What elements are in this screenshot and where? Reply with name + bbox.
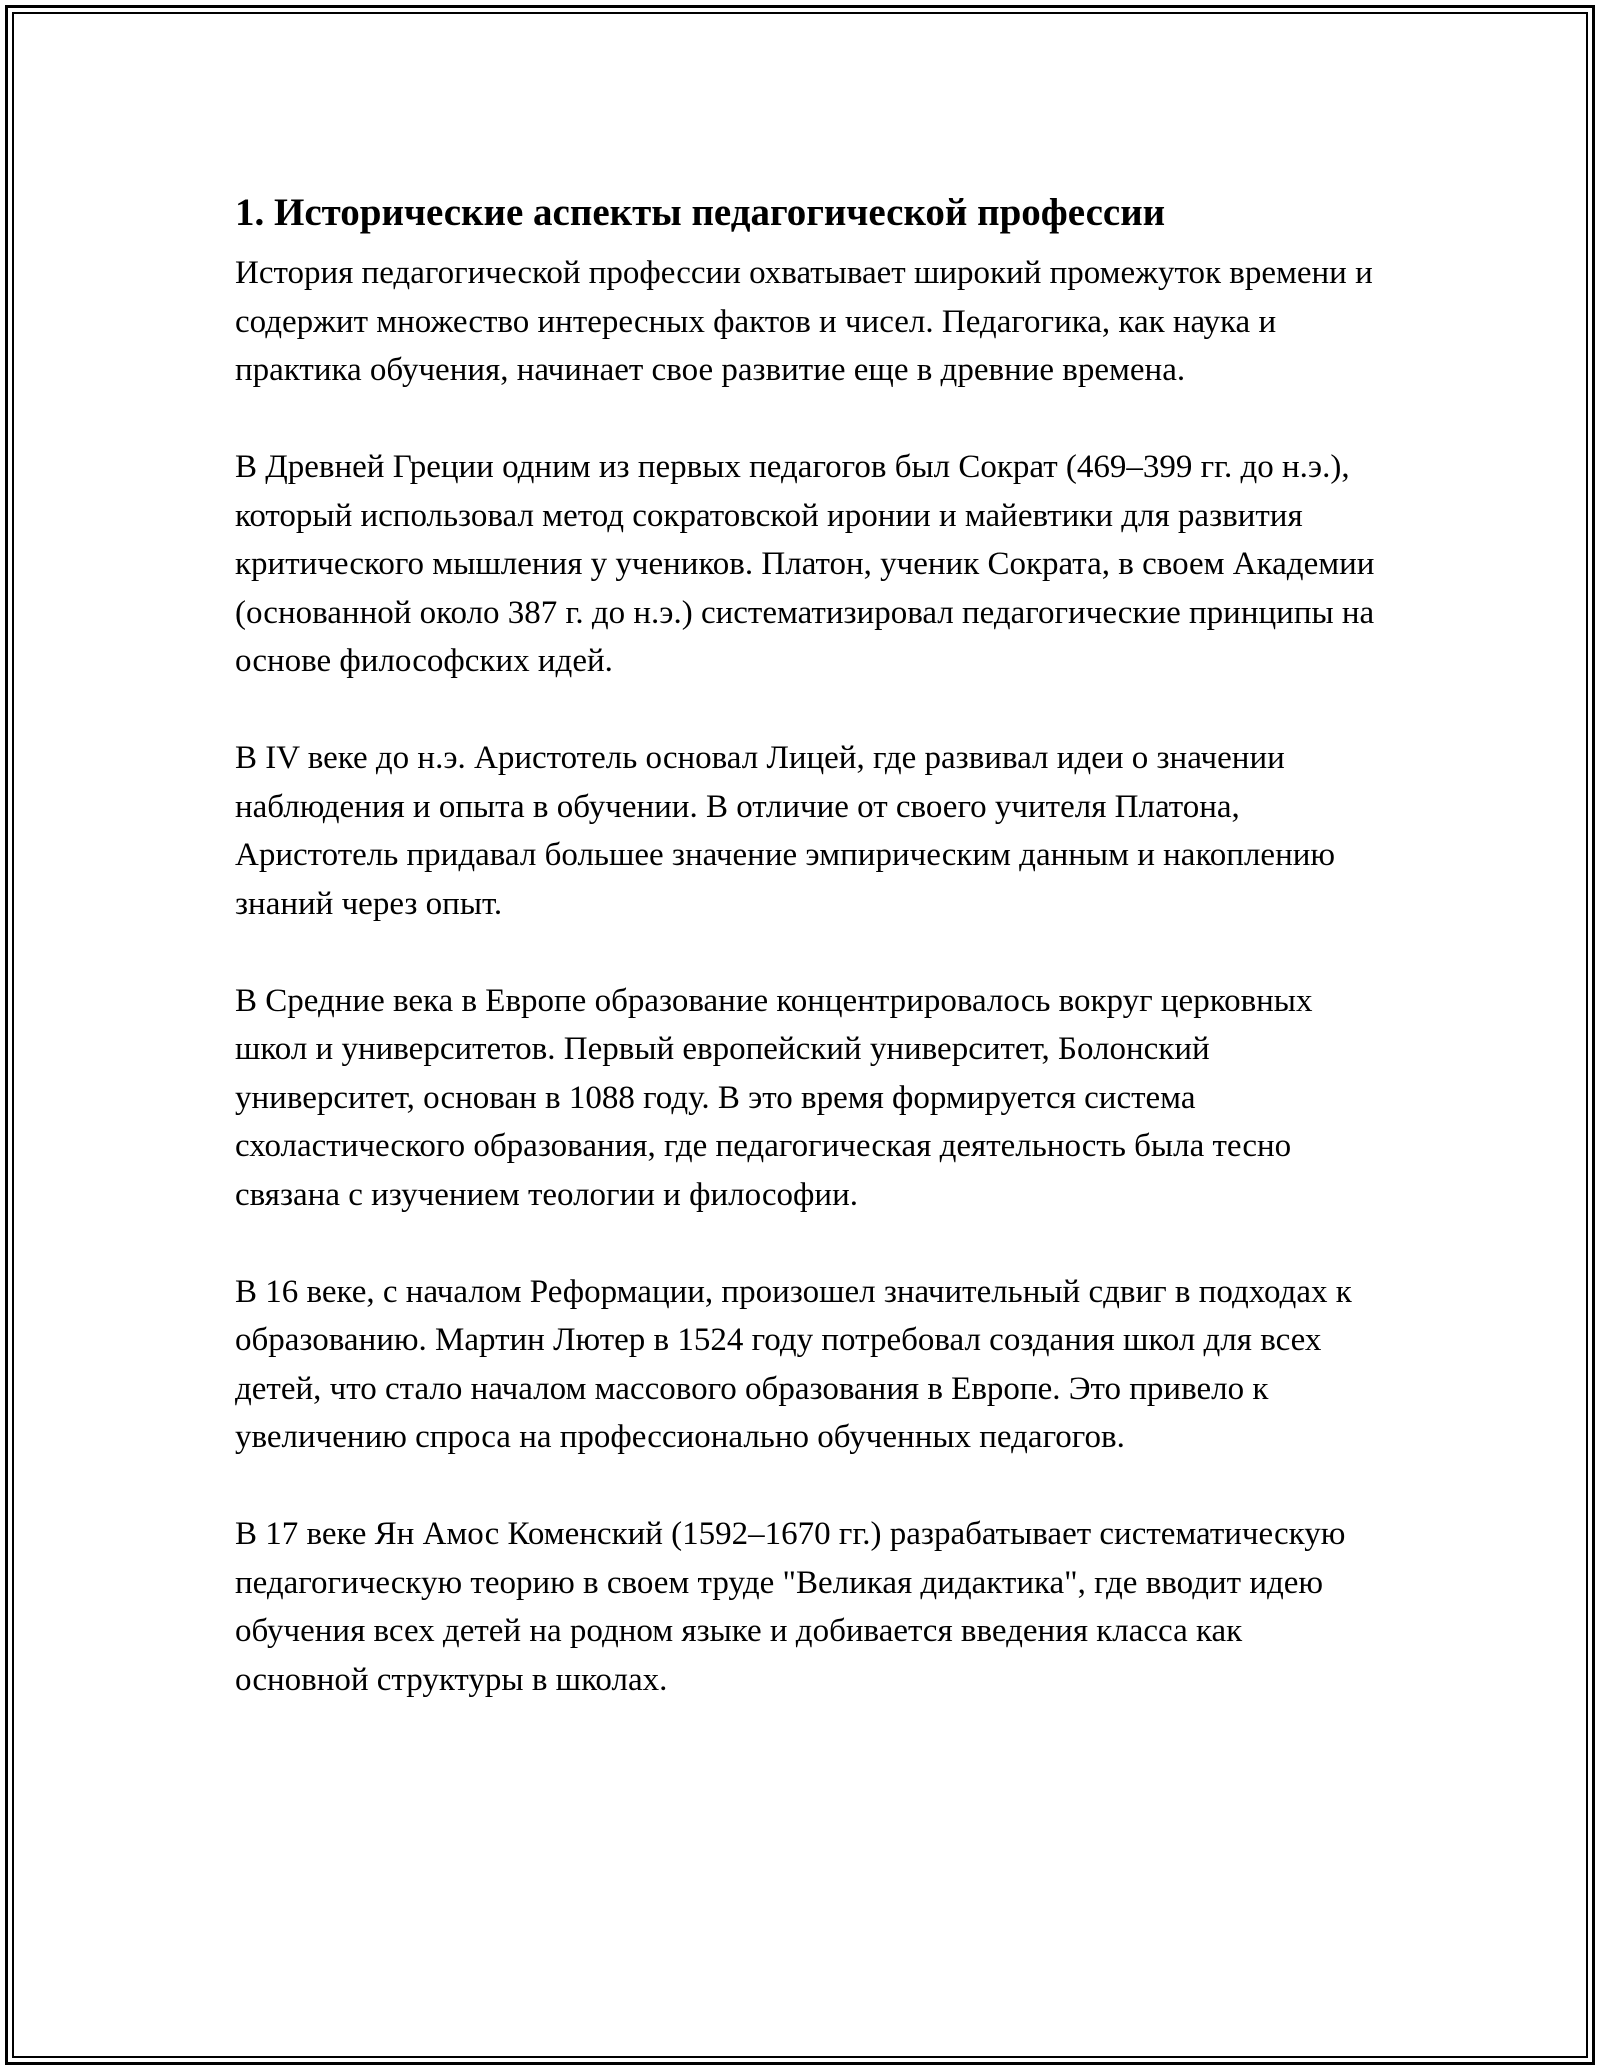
paragraph-reformation: В 16 веке, с началом Реформации, произошел значительный сдвиг в подходах к образованию. Мартин Лютер в 1524 году потребовал создания школ для всех детей, что стало началом массового образования в Европе. Это привело к увеличению спроса на профессионально обученных педагогов. <box>235 1273 1352 1455</box>
paragraph-ancient-greece: В Древней Греции одним из первых педагогов был Сократ (469–399 гг. до н.э.), который использовал метод сократовской иронии и майевтики для развития критического мышления у учеников. Платон, ученик Сократа, в своем Академии (основанной около 387 г. до н.э.) систематизировал педагогические принципы на основе философских идей. <box>235 449 1375 679</box>
document-body <box>235 185 1375 1753</box>
paragraph-aristotle: В IV веке до н.э. Аристотель основал Лицей, где развивал идеи о значении наблюдения и опыта в обучении. В отличие от своего учителя Платона, Аристотель придавал большее значение эмпирическим данным и накоплению знаний через опыт. <box>235 740 1336 922</box>
section-heading: 1. Исторические аспекты педагогической профессии <box>235 191 1166 234</box>
paragraph-comenius: В 17 веке Ян Амос Коменский (1592–1670 гг.) разрабатывает систематическую педагогическую теорию в своем труде "Великая дидактика", где вводит идею обучения всех детей на родном языке и добивается введения класса как основной структуры в школах. <box>235 1516 1346 1698</box>
paragraph-middle-ages: В Средние века в Европе образование концентрировалось вокруг церковных школ и университетов. Первый европейский университет, Болонский университет, основан в 1088 году. В это время формируется система схоластического образования, где педагогическая деятельность была тесно связана с изучением теологии и философии. <box>235 982 1313 1213</box>
paragraph-intro: История педагогической профессии охватывает широкий промежуток времени и содержит множество интересных фактов и чисел. Педагогика, как наука и практика обучения, начинает свое развитие еще в древние времена. <box>235 255 1373 388</box>
